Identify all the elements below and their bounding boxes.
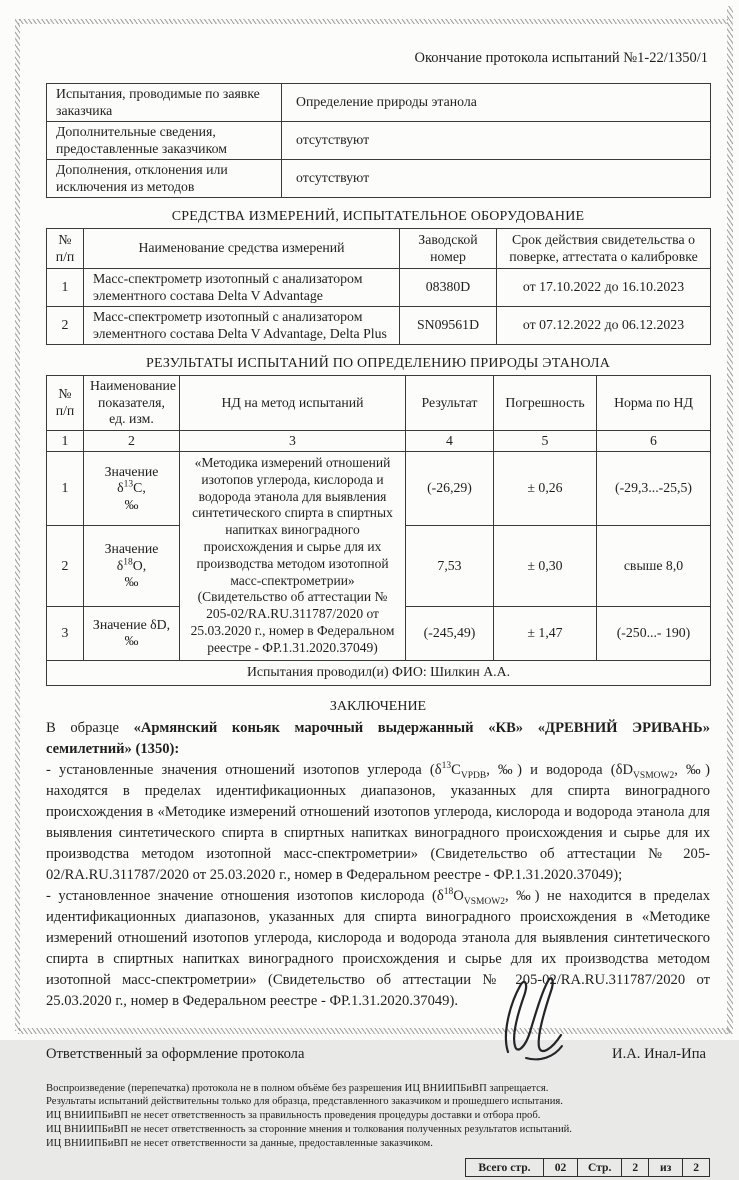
col-header-result: Результат <box>406 376 494 431</box>
col-header-error: Погрешность <box>494 376 597 431</box>
info-label: Дополнения, отклонения или исключения из методов <box>47 160 282 198</box>
col-number: 2 <box>84 430 180 452</box>
tester-name: Испытания проводил(и) ФИО: Шилкин А.А. <box>47 660 711 685</box>
conclusion-intro-prefix: В образце <box>46 719 134 736</box>
page-label: Стр. <box>578 1159 622 1177</box>
page-border-left <box>15 19 20 1031</box>
col-number: 3 <box>180 430 406 452</box>
info-value: отсутствуют <box>282 160 711 198</box>
conclusion-paragraph-2: - установленное значение отношения изотопов кислорода ($\delta^{18}O_{VSMOW2}$, ‰) не находится в пределах идентификационных диапазонов, указанных для спирта виноградного происхождения в «Методике измерений отношений изотопов углерода, кислорода и водорода этанола для выявления синтетического спирта в спиртных напитках виноградного происхождения и сырье для их производства методом изотопной масс-спектрометрии» (Свидетельство об аттестации № 205-02/RA.RU.311787/2020 от 25.03.2020 г., номер в Федеральном реестре - ФР.1.31.2020.37049). <box>46 886 711 1009</box>
result-value: (-26,29) <box>406 452 494 526</box>
table-row <box>47 307 711 345</box>
equipment-num: 1 <box>47 269 84 307</box>
tester-row <box>47 660 711 685</box>
result-num: 3 <box>47 607 84 661</box>
equipment-serial: SN09561D <box>400 307 497 345</box>
result-value: 7,53 <box>406 525 494 606</box>
col-number: 4 <box>406 430 494 452</box>
equipment-num: 2 <box>47 307 84 345</box>
equipment-name: Масс-спектрометр изотопный с анализатором элементного состава Delta V Advantage, Delta Plus <box>84 307 400 345</box>
table-row <box>47 122 711 160</box>
result-norm: (-250...- 190) <box>597 607 711 661</box>
equipment-serial: 08380D <box>400 269 497 307</box>
page-count-wrap <box>46 1158 710 1180</box>
col-header-indicator: Наименование показателя, ед. изм. <box>84 376 180 431</box>
conclusion-intro <box>46 718 710 760</box>
signature-role-label: Ответственный за оформление протокола <box>46 1045 305 1062</box>
disclaimer-line: ИЦ ВНИИПБиВП не несет ответственность за сторонние мнения и толкования полученных результатов испытаний. <box>46 1124 572 1136</box>
total-pages-value: 02 <box>544 1159 578 1177</box>
result-norm: свыше 8,0 <box>597 525 711 606</box>
signature-block <box>46 1042 710 1068</box>
result-error: ± 1,47 <box>494 607 597 661</box>
table-row <box>47 452 711 526</box>
info-label: Испытания, проводимые по заявке заказчика <box>47 84 282 122</box>
method-reference: «Методика измерений отношений изотопов углерода, кислорода и водорода этанола для выявления синтетического спирта в спиртных напитках виноградного происхождения и сырье для их производства методом изотопной масс-спектрометрии» (Свидетельство об аттестации № 205-02/RA.RU.311787/2020 от 25.03.2020 г., номер в Федеральном реестре - ФР.1.31.2020.37049) <box>180 452 406 661</box>
page-content <box>46 46 710 1180</box>
sample-name: «Армянский коньяк марочный выдержанный «КВ» «ДРЕВНИЙ ЭРИВАНЬ» семилетний» (1350): <box>46 719 710 757</box>
result-error: ± 0,26 <box>494 452 597 526</box>
table-row <box>47 269 711 307</box>
result-num: 1 <box>47 452 84 526</box>
result-error: ± 0,30 <box>494 525 597 606</box>
col-number: 5 <box>494 430 597 452</box>
result-indicator: Значение δD, ‰ <box>84 607 180 661</box>
conclusion-paragraph-1: - установленные значения отношений изотопов углерода ($\delta^{13}C_{VPDB}$, ‰) и водорода ($\delta D_{VSMOW2}$, ‰) находятся в пределах идентификационных диапазонов, указанных для спирта виноградного происхождения в «Методике измерений отношений изотопов углерода, кислорода и водорода этанола для выявления синтетического спирта в спиртных напитках виноградного происхождения и сырье для их производства методом изотопной масс-спектрометрии» (Свидетельство об аттестации № 205-02/RA.RU.311787/2020 от 25.03.2020 г., номер в Федеральном реестре - ФР.1.31.2020.37049); <box>46 760 710 883</box>
info-value: Определение природы этанола <box>282 84 711 122</box>
page-border-right <box>727 6 733 1034</box>
equipment-validity: от 17.10.2022 до 16.10.2023 <box>497 269 711 307</box>
page-count-table <box>465 1158 710 1177</box>
page-number: 2 <box>622 1159 649 1177</box>
col-number: 1 <box>47 430 84 452</box>
col-header-name: Наименование средства измерений <box>84 229 400 269</box>
table-header-row <box>47 229 711 269</box>
table-row <box>47 160 711 198</box>
disclaimer-line: Воспроизведение (перепечатка) протокола не в полном объёме без разрешения ИЦ ВНИИПБиВП запрещается. <box>46 1082 549 1094</box>
disclaimer-line: ИЦ ВНИИПБиВП не несет ответственность за правильность проведения процедуры доставки и отбора проб. <box>46 1110 541 1122</box>
col-number: 6 <box>597 430 711 452</box>
equipment-table <box>46 228 711 345</box>
column-number-row <box>47 430 711 452</box>
col-header-serial: Заводской номер <box>400 229 497 269</box>
col-header-num: № п/п <box>47 376 84 431</box>
page-border-top <box>18 19 728 24</box>
equipment-name: Масс-спектрометр изотопный с анализатором элементного состава Delta V Advantage <box>84 269 400 307</box>
disclaimers <box>46 1082 710 1152</box>
of-label: из <box>649 1159 683 1177</box>
equipment-section-title: СРЕДСТВА ИЗМЕРЕНИЙ, ИСПЫТАТЕЛЬНОЕ ОБОРУДОВАНИЕ <box>171 209 585 224</box>
table-row <box>47 84 711 122</box>
col-header-norm: Норма по НД <box>597 376 711 431</box>
col-header-validity: Срок действия свидетельства о поверке, аттестата о калибровке <box>497 229 711 269</box>
result-indicator: Значение $\delta^{18}O$, ‰ <box>84 525 180 606</box>
disclaimer-line: ИЦ ВНИИПБиВП не несет ответственности за данные, предоставленные заказчиком. <box>46 1138 433 1150</box>
col-header-method: НД на метод испытаний <box>180 376 406 431</box>
pages-total: 2 <box>683 1159 710 1177</box>
results-table <box>46 375 711 686</box>
info-label: Дополнительные сведения, предоставленные заказчиком <box>47 122 282 160</box>
result-value: (-245,49) <box>406 607 494 661</box>
request-info-table <box>46 83 711 198</box>
results-section-title: РЕЗУЛЬТАТЫ ИСПЫТАНИЙ ПО ОПРЕДЕЛЕНИЮ ПРИРОДЫ ЭТАНОЛА <box>145 356 611 371</box>
result-indicator: Значение $\delta^{13}C$, ‰ <box>84 452 180 526</box>
info-value: отсутствуют <box>282 122 711 160</box>
col-header-num: № п/п <box>47 229 84 269</box>
signature-name: И.А. Инал-Ипа <box>612 1045 706 1062</box>
total-pages-label: Всего стр. <box>466 1159 544 1177</box>
table-header-row <box>47 376 711 431</box>
equipment-validity: от 07.12.2022 до 06.12.2023 <box>497 307 711 345</box>
page-title: Окончание протокола испытаний №1-22/1350/1 <box>414 50 708 66</box>
result-num: 2 <box>47 525 84 606</box>
disclaimer-line: Результаты испытаний действительны только для образца, представленного заказчиком и прошедшего испытания. <box>46 1096 563 1108</box>
result-norm: (-29,3...-25,5) <box>597 452 711 526</box>
conclusion-title: ЗАКЛЮЧЕНИЕ <box>329 698 427 714</box>
